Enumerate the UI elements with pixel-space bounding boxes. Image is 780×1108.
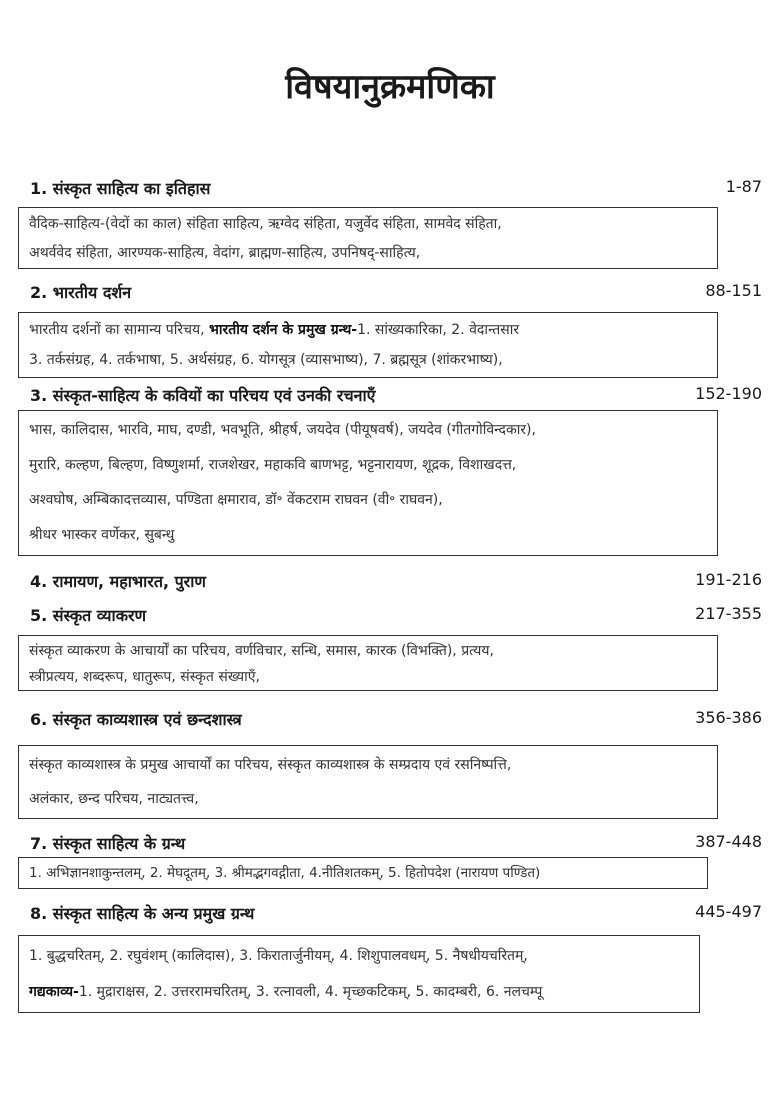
content-line: स्त्रीप्रत्यय, शब्दरूप, धातुरूप, संस्कृत संख्याएँ, (29, 669, 260, 685)
page-range: 445-497 (695, 902, 762, 921)
content-bold-text: भारतीय दर्शन के प्रमुख ग्रन्थ- (209, 322, 358, 338)
content-text: 1. मुद्राराक्षस, 2. उत्तररामचरितम्, 3. रत्नावली, 4. मृच्छकटिकम्, 5. कादम्बरी, 6. नलचम्पू (78, 984, 543, 1000)
section-contents-1 (18, 207, 718, 269)
page-range: 217-355 (695, 604, 762, 623)
content-line: वैदिक-साहित्य-(वेदों का काल) संहिता साहित्य, ऋग्वेद संहिता, यजुर्वेद संहिता, सामवेद संहिता, (29, 216, 502, 232)
section-heading-2 (30, 281, 762, 303)
section-heading-1 (30, 177, 762, 199)
section-heading-4 (30, 570, 762, 592)
content-line: अलंकार, छन्द परिचय, नाट्यतत्त्व, (29, 791, 199, 807)
section-title: 4. रामायण, महाभारत, पुराण (30, 572, 206, 591)
section-contents-7 (18, 857, 708, 889)
content-line: श्रीधर भास्कर वर्णेकर, सुबन्धु (29, 527, 175, 543)
section-title: 5. संस्कृत व्याकरण (30, 606, 147, 625)
section-contents-2 (18, 312, 718, 378)
content-line: संस्कृत व्याकरण के आचार्यों का परिचय, वर्णविचार, सन्धि, समास, कारक (विभक्ति), प्रत्यय, (29, 643, 494, 659)
section-title: 8. संस्कृत साहित्य के अन्य प्रमुख ग्रन्थ (30, 904, 255, 923)
section-title: 7. संस्कृत साहित्य के ग्रन्थ (30, 834, 186, 853)
content-bold-text: गद्यकाव्य- (29, 984, 79, 1000)
page-range: 387-448 (695, 832, 762, 851)
section-heading-3 (30, 384, 762, 406)
section-title: 3. संस्कृत-साहित्य के कवियों का परिचय एवं उनकी रचनाएँ (30, 386, 376, 405)
section-contents-8 (18, 935, 700, 1013)
content-line: मुरारि, कल्हण, बिल्हण, विष्णुशर्मा, राजशेखर, महाकवि बाणभट्ट, भट्टनारायण, शूद्रक, विशाखदत्त, (29, 457, 517, 473)
section-contents-5 (18, 635, 718, 691)
section-heading-7 (30, 832, 762, 854)
content-line: अश्वघोष, अम्बिकादत्तव्यास, पण्डिता क्षमाराव, डॉ॰ वेंकटराम राघवन (वी॰ राघवन), (29, 492, 443, 508)
section-contents-6 (18, 745, 718, 819)
page-range: 356-386 (695, 708, 762, 727)
content-line: 1. अभिज्ञानशाकुन्तलम्, 2. मेघदूतम्, 3. श्रीमद्भगवद्गीता, 4.नीतिशतकम्, 5. हितोपदेश (नारायण पण्डित) (29, 865, 541, 881)
content-text: भारतीय दर्शनों का सामान्य परिचय, (29, 322, 210, 338)
page-range: 1-87 (725, 177, 762, 196)
content-line: भास, कालिदास, भारवि, माघ, दण्डी, भवभूति, श्रीहर्ष, जयदेव (पीयूषवर्ष), जयदेव (गीतगोविन्दकार), (29, 422, 536, 438)
content-text: 1. सांख्यकारिका, 2. वेदान्तसार (357, 322, 520, 338)
section-heading-8 (30, 902, 762, 924)
section-title: 2. भारतीय दर्शन (30, 283, 132, 302)
page-title: विषयानुक्रमणिका (285, 67, 495, 107)
section-contents-3 (18, 410, 718, 556)
content-line: 3. तर्कसंग्रह, 4. तर्कभाषा, 5. अर्थसंग्रह, 6. योगसूत्र (व्यासभाष्य), 7. ब्रह्मसूत्र (शांकरभाष्य), (29, 352, 503, 368)
page-range: 88-151 (705, 281, 762, 300)
section-heading-6 (30, 708, 762, 730)
section-title: 1. संस्कृत साहित्य का इतिहास (30, 179, 211, 198)
content-line: 1. बुद्धचरितम्, 2. रघुवंशम् (कालिदास), 3. किरातार्जुनीयम्, 4. शिशुपालवधम्, 5. नैषधीयचरितम्, (29, 948, 528, 964)
page-range: 152-190 (695, 384, 762, 403)
content-line: अथर्ववेद संहिता, आरण्यक-साहित्य, वेदांग, ब्राह्मण-साहित्य, उपनिषद्-साहित्य, (29, 245, 421, 261)
section-title: 6. संस्कृत काव्यशास्त्र एवं छन्दशास्त्र (30, 710, 242, 729)
page-range: 191-216 (695, 570, 762, 589)
content-line (29, 974, 689, 1010)
section-heading-5 (30, 604, 762, 626)
content-line (29, 315, 707, 345)
content-line: संस्कृत काव्यशास्त्र के प्रमुख आचार्यों का परिचय, संस्कृत काव्यशास्त्र के सम्प्रदाय एवं रसनिष्पत्ति, (29, 757, 512, 773)
